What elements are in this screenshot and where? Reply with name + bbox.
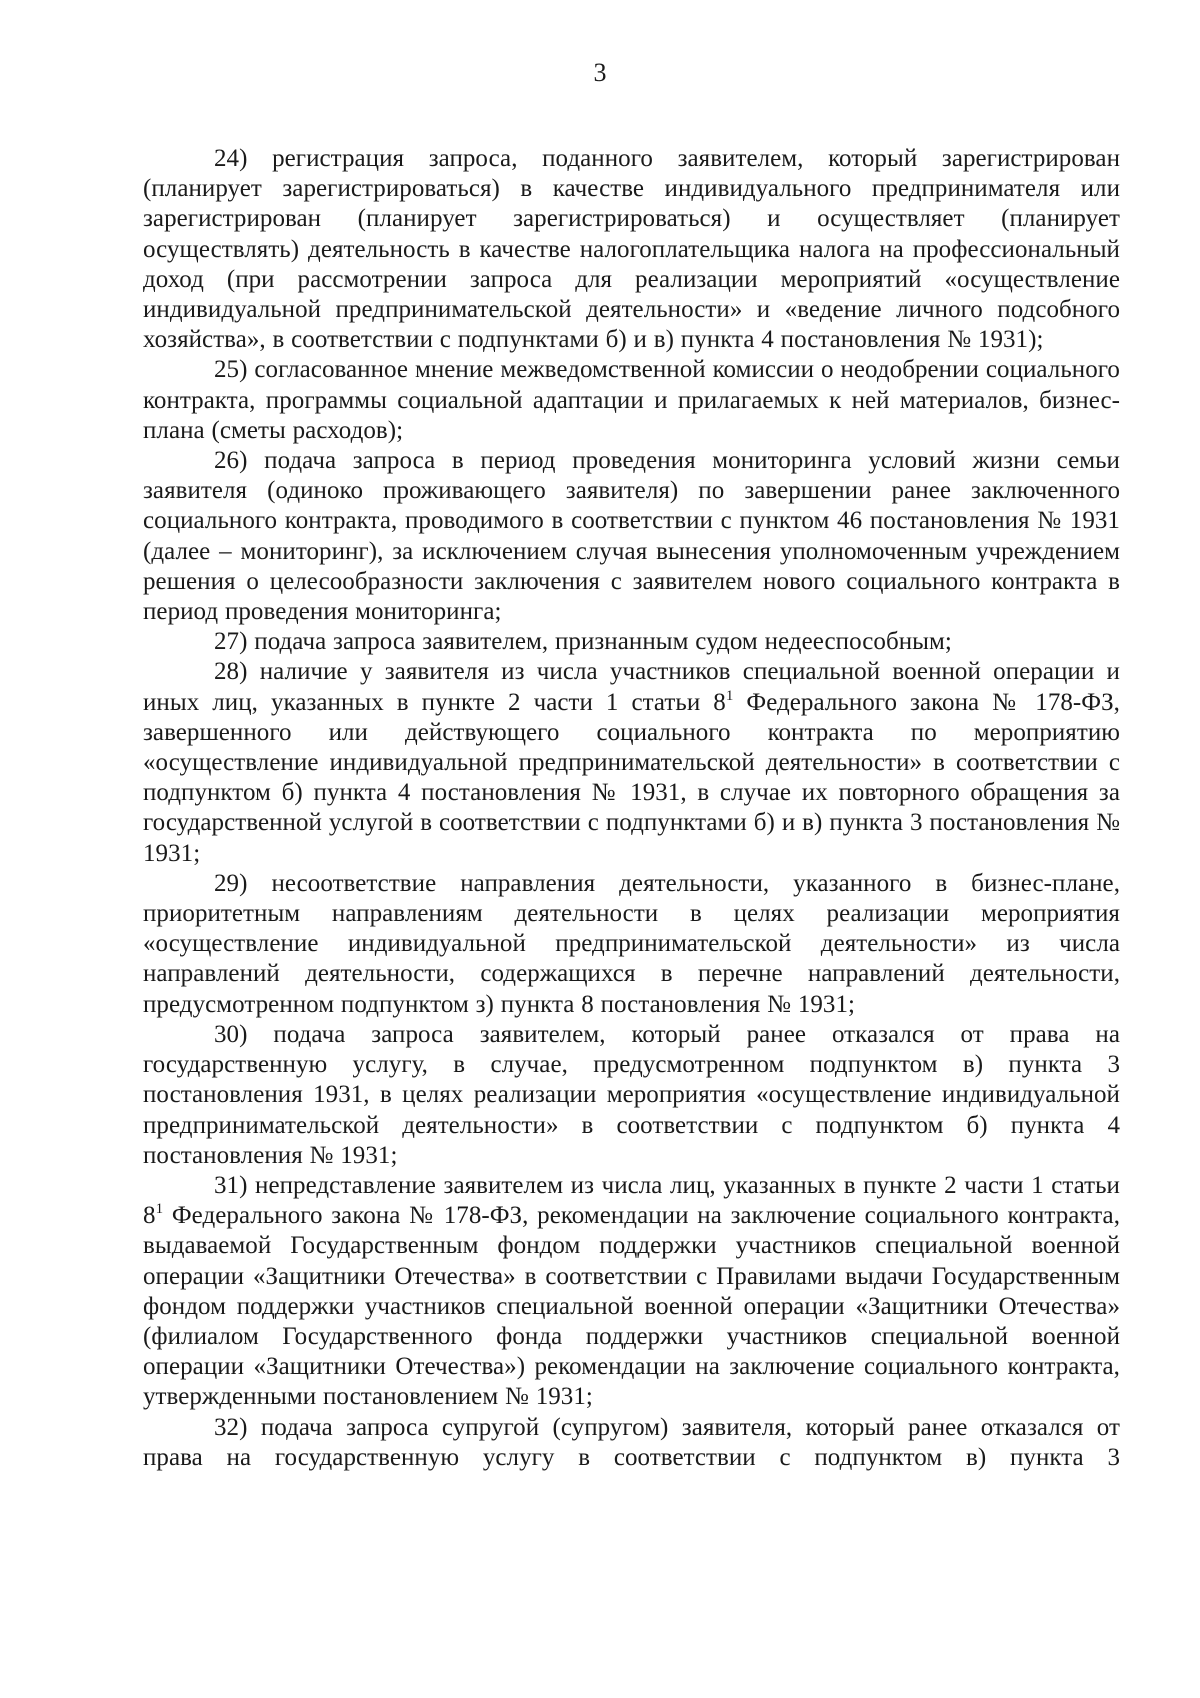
superscript-index: 1 <box>155 1201 164 1218</box>
page-number: 3 <box>593 58 607 87</box>
document-body <box>143 144 1120 1473</box>
superscript-index: 1 <box>725 687 734 704</box>
list-item-31-text-after: Федерального закона № 178-ФЗ, рекомендации на заключение социального контракта, выдаваемой Государственным фондом поддержки участников специальной военной операции «Защитники Отечества» в соответствии с Правилами выдачи Государственным фондом поддержки участников специальной военной операции «Защитники Отечества» (филиалом Государственного фонда поддержки участников специальной военной операции «Защитники Отечества») рекомендации на заключение социального контракта, утвержденными постановлением № 1931; <box>143 1202 1120 1411</box>
list-item-31 <box>143 1171 1120 1413</box>
list-item-25: 25) согласованное мнение межведомственной комиссии о неодобрении социального контракта, программы социальной адаптации и прилагаемых к ней материалов, бизнес-плана (сметы расходов); <box>143 356 1120 444</box>
list-item-26: 26) подача запроса в период проведения мониторинга условий жизни семьи заявителя (одиноко проживающего заявителя) по завершении ранее заключенного социального контракта, проводимого в соответствии с пунктом 46 постановления № 1931 (далее – мониторинг), за исключением случая вынесения уполномоченным учреждением решения о целесообразности заключения с заявителем нового социального контракта в период проведения мониторинга; <box>143 447 1120 626</box>
list-item-30: 30) подача запроса заявителем, который ранее отказался от права на государственную услугу, в случае, предусмотренном подпунктом в) пункта 3 постановления 1931, в целях реализации мероприятия «осуществление индивидуальной предпринимательской деятельности» в соответствии с подпунктом б) пункта 4 постановления № 1931; <box>143 1020 1120 1169</box>
list-item-31-text-before: 31) непредставление заявителем из числа лиц, указанных в пункте 2 части 1 статьи 8 <box>143 1171 1120 1230</box>
list-item-28-text-before: 28) наличие у заявителя из числа участников специальной военной операции и иных лиц, указанных в пункте 2 части 1 статьи 8 <box>143 658 1120 716</box>
list-item-32: 32) подача запроса супругой (супругом) заявителя, который ранее отказался от права на государственную услугу в соответствии с подпунктом в) пункта 3 <box>143 1413 1120 1471</box>
list-item-28-text-after: Федерального закона № 178-ФЗ, завершенного или действующего социального контракта по мероприятию «осуществление индивидуальной предпринимательской деятельности» в соответствии с подпунктом б) пункта 4 постановления № 1931, в случае их повторного обращения за государственной услугой в соответствии с подпунктами б) и в) пункта 3 постановления № 1931; <box>143 688 1120 867</box>
list-item-29: 29) несоответствие направления деятельности, указанного в бизнес-плане, приоритетным направлениям деятельности в целях реализации мероприятия «осуществление индивидуальной предпринимательской деятельности» из числа направлений деятельности, содержащихся в перечне направлений деятельности, предусмотренном подпунктом з) пункта 8 постановления № 1931; <box>143 869 1120 1018</box>
list-item-24: 24) регистрация запроса, поданного заявителем, который зарегистрирован (планирует зарегистрироваться) в качестве индивидуального предпринимателя или зарегистрирован (планирует зарегистрироваться) и осуществляет (планирует осуществлять) деятельность в качестве налогоплательщика налога на профессиональный доход (при рассмотрении запроса для реализации мероприятий «осуществление индивидуальной предпринимательской деятельности» и «ведение личного подсобного хозяйства», в соответствии с подпунктами б) и в) пункта 4 постановления № 1931); <box>143 145 1120 354</box>
list-item-27: 27) подача запроса заявителем, признанным судом недееспособным; <box>214 628 952 656</box>
list-item-28 <box>143 657 1120 868</box>
